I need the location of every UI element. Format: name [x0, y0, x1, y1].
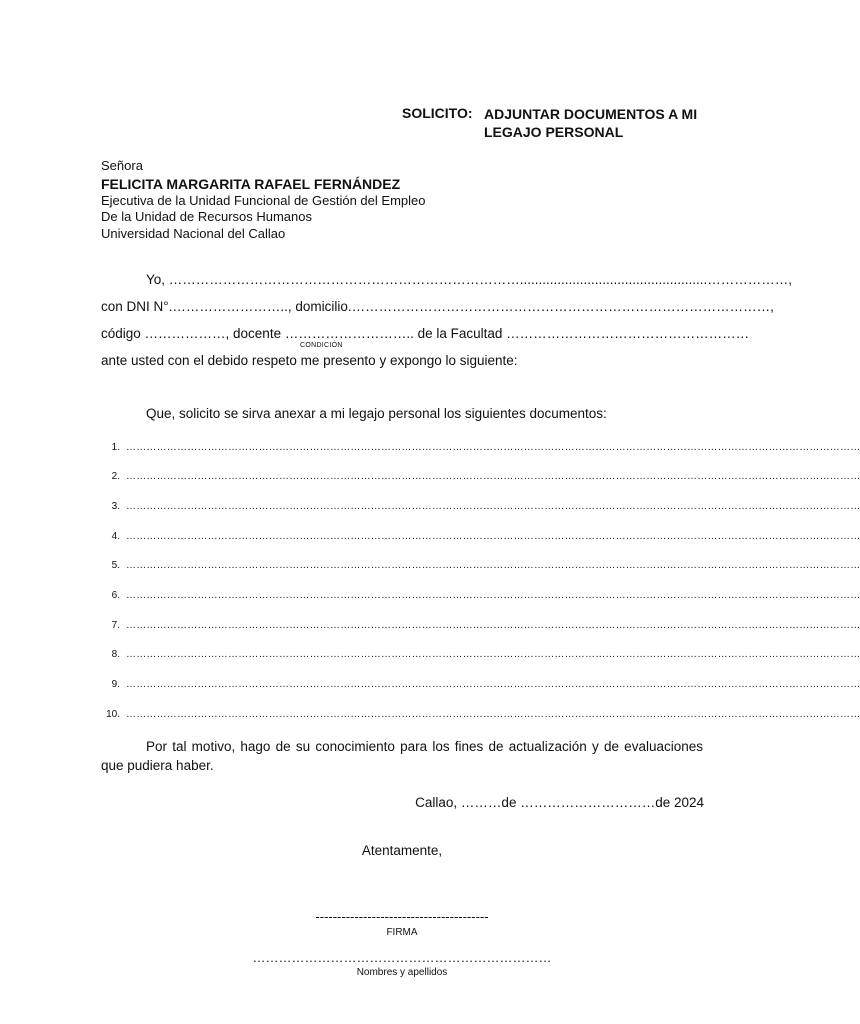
recipient-institution: Universidad Nacional del Callao — [101, 226, 286, 241]
recipient-position: Ejecutiva de la Unidad Funcional de Gestión del Empleo — [101, 193, 426, 208]
list-item-fill-line: ……………………………………………………………………………………………………………………………………………………………………………………………… — [126, 679, 860, 690]
list-item-number: 3. — [111, 501, 120, 512]
signature-line: ---------------------------------------- — [315, 909, 489, 924]
list-item-fill-line: ……………………………………………………………………………………………………………………………………………………………………………………………… — [126, 560, 860, 571]
list-item-number: 10. — [106, 709, 120, 720]
list-item-number: 1. — [111, 442, 120, 453]
list-item-number: 5. — [111, 560, 120, 571]
codigo-fill-line: código ………………, docente ……………………….. de la Facultad ……………………………………………… — [101, 326, 750, 341]
list-item-fill-line: ……………………………………………………………………………………………………………………………………………………………………………………………… — [126, 471, 860, 482]
recipient-unit: De la Unidad de Recursos Humanos — [101, 209, 312, 224]
recipient-name: FELICITA MARGARITA RAFAEL FERNÁNDEZ — [101, 176, 401, 192]
list-item-number: 7. — [111, 620, 120, 631]
list-item-fill-line: ……………………………………………………………………………………………………………………………………………………………………………………………… — [126, 590, 860, 601]
que-line: Que, solicito se sirva anexar a mi legajo personal los siguientes documentos: — [146, 406, 607, 421]
closing-salutation: Atentamente, — [361, 843, 443, 858]
signature-label: FIRMA — [386, 927, 418, 938]
recipient-salutation: Señora — [101, 158, 143, 173]
list-item-number: 2. — [111, 471, 120, 482]
list-item-fill-line: ……………………………………………………………………………………………………………………………………………………………………………………………… — [126, 501, 860, 512]
motivo-text: Por tal motivo, hago de su conocimiento para los fines de actualización y de evaluaciones que pudiera haber. — [101, 739, 703, 773]
list-item-number: 6. — [111, 590, 120, 601]
condicion-caption: CONDICIÓN — [300, 342, 343, 349]
list-item-fill-line: ……………………………………………………………………………………………………………………………………………………………………………………………… — [126, 620, 860, 631]
list-item-number: 8. — [111, 649, 120, 660]
list-item-number: 9. — [111, 679, 120, 690]
list-item-fill-line: ……………………………………………………………………………………………………………………………………………………………………………………………… — [126, 531, 860, 542]
list-item-fill-line: ……………………………………………………………………………………………………………………………………………………………………………………………… — [126, 442, 860, 453]
name-label: Nombres y apellidos — [356, 967, 448, 978]
yo-fill-line: Yo, ……………………………………………………………………..................................................………………, — [146, 272, 793, 287]
list-item-number: 4. — [111, 531, 120, 542]
expongo-line: ante usted con el debido respeto me presento y expongo lo siguiente: — [101, 353, 518, 368]
solicito-subject: ADJUNTAR DOCUMENTOS A MI LEGAJO PERSONAL — [484, 106, 698, 140]
motivo-paragraph — [101, 737, 703, 775]
solicito-label: SOLICITO: — [402, 105, 473, 121]
list-item-fill-line: ……………………………………………………………………………………………………………………………………………………………………………………………… — [126, 649, 860, 660]
list-item-fill-line: ……………………………………………………………………………………………………………………………………………………………………………………………… — [126, 709, 860, 720]
dni-fill-line: con DNI N°.…………………….., domicilio.…………………………………………………………………………………, — [101, 299, 774, 314]
date-line: Callao, ………de …………………………de 2024 — [415, 795, 704, 810]
name-fill-line: …………………………………………………………… — [252, 950, 552, 965]
